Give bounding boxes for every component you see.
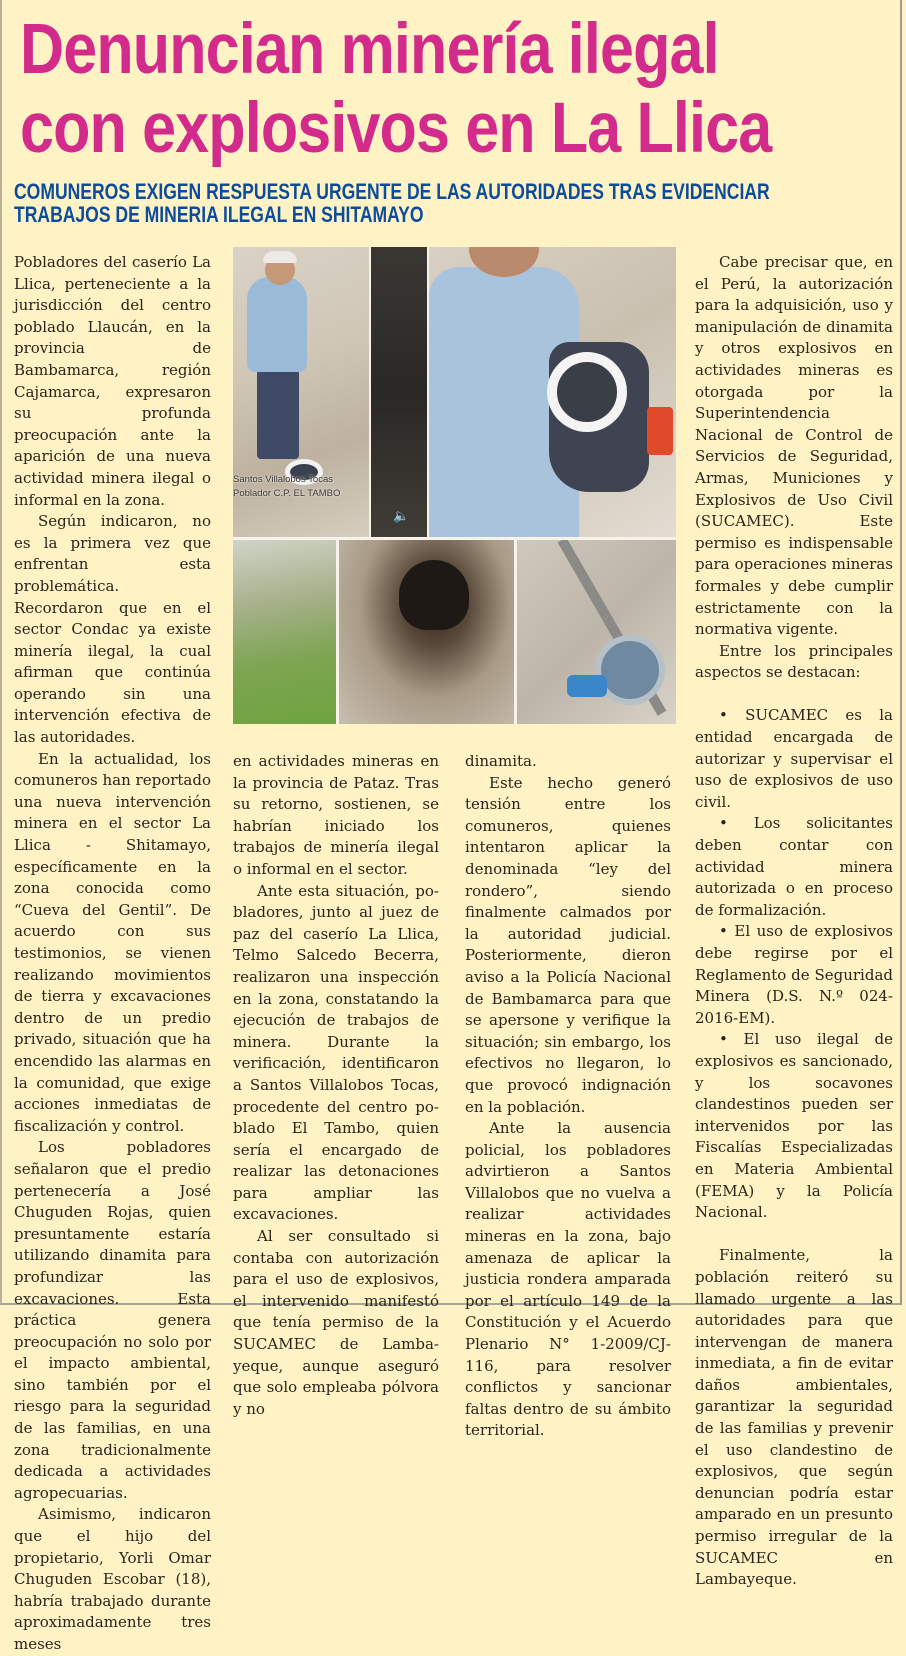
headline-line-1: Denuncian minería ilegal [20, 10, 719, 89]
paragraph: Pobladores del caserío La Llica, perteneciente a la jurisdicción del centro poblado Llaucán, en la provincia de Bambamarca, región Cajamarca, expresaron su profunda preocupación ante la aparición de una nueva actividad minera ilegal o informal en la zona. [14, 253, 211, 509]
photo-cave-entrance [339, 540, 514, 724]
article-column-4 [695, 252, 893, 1591]
article-column-3 [465, 751, 671, 1442]
paragraph: Cabe precisar que, en el Perú, la autorización para la adquisición, uso y manipulación de dinamita y otros explosivos en actividades mineras es otorgada por la Superintendencia Nacional de Control de Servicios de Seguridad, Armas, Municiones y Explosivos de Uso Civil (SUCAMEC). Este permiso es indispensable para operaciones mineras formales y debe cumplir estrictamente con la normativa vigente. [695, 253, 893, 639]
kicker-line-2: TRABAJOS DE MINERIA ILEGAL EN SHITAMAYO [14, 202, 424, 227]
photo-caption [233, 473, 369, 501]
speaker-icon: 🔈 [393, 509, 410, 524]
blue-object [567, 675, 607, 697]
photo-hillside [233, 540, 336, 724]
figure-body [247, 277, 307, 372]
red-object [647, 407, 673, 455]
photo-collage [233, 247, 676, 724]
paragraph: En la actualidad, los comuneros han reportado una nueva intervención minera en el sector La Llica - Shitamayo, específicamente en la zona conocida como “Cueva del Gentil”. De acuerdo con sus testimonios, se vienen realizando movimientos de tierra y excavaciones dentro de un predio privado, situación que ha encendido las alarmas en la comunidad, que exige acciones inmediatas de fiscalización y control. [14, 749, 212, 1135]
paragraph: Al ser consultado si contaba con autorización para el uso de explosivos, el intervenido manifestó que tenía permiso de la SUCAMEC de Lambayeque, aunque aseguró que solo empleaba pólvora y no [233, 1227, 439, 1418]
paragraph: en actividades mineras en la provincia de Pataz. Tras su retorno, sostienen, se habrían iniciado los trabajos de minería ilegal o informal en el sector. [233, 752, 439, 878]
paragraph: Asimismo, indicaron que el hijo del propietario, Yorli Omar Chuguden Escobar (18), habría trabajado durante aproximadamente tres meses [14, 1505, 211, 1653]
bullet-item: • El uso de explosivos debe regirse por el Reglamento de Seguridad Minera (D.S. N.º 024-2016-EM). [695, 922, 893, 1027]
paragraph: Según indicaron, no es la primera vez que enfrentan esta problemática. Recordaron que en el sector Condac ya existe minería ilegal, la cual afirman que continúa operando sin una intervención efectiva de las autoridades. [14, 512, 211, 747]
photo-caption-line-2: Poblador C.P. EL TAMBO [233, 488, 341, 499]
ring-object [547, 352, 627, 432]
photo-equipment [517, 540, 676, 724]
paragraph: Finalmente, la población reiteró su llamado urgente a las autoridades para que intervengan de manera inmediata, a fin de evitar daños ambientales, garantizar la seguridad de las familias y prevenir el uso clandestino de explosivos, que según denuncian podría estar amparado en un presunto permiso irregular de la SUCAMEC en Lambayeque. [695, 1246, 893, 1589]
photo-caption-line-1: Santos Villalobos Tocas [233, 474, 333, 485]
headline-line-2: con explosivos en La Llica [20, 89, 772, 168]
paragraph: Este hecho generó tensión entre los comuneros, quienes intentaron aplicar la denominada “ley del rondero”, siendo finalmente calmados por la autoridad judicial. Posteriormente, dieron aviso a la Policía Nacional de Bambamarca para que se apersone y verifique la situación; sin embargo, los efectivos no llegaron, lo que provocó indignación en la población. [465, 773, 671, 1116]
photo-dark-strip [371, 247, 427, 537]
article-column-1 [14, 252, 211, 1656]
paragraph: Entre los principales aspectos se destacan: [695, 641, 893, 682]
bullet-item: • SUCAMEC es la entidad encargada de autorizar y supervisar el uso de explosivos de uso civil. [695, 706, 893, 811]
paragraph: Ante esta situación, pobladores, junto al juez de paz del caserío La Llica, Telmo Salcedo Becerra, realizaron una inspección en la zona, constatando la ejecución de trabajos de minera. Durante la verificación, identificaron a Santos Villalobos Tocas, procedente del centro poblado El Tambo, quien sería el encargado de realizar las detonaciones para ampliar las excavaciones. [233, 881, 439, 1224]
kicker-subheadline [14, 180, 841, 226]
paragraph: Ante la ausencia policial, los pobladores advirtieron a Santos Villalobos que no vuelva a realizar actividades mineras en la zona, bajo amenaza de aplicar la justicia rondera amparada por el artículo 149 de la Constitución y el Acuerdo Plenario N° 1-2009/CJ-116, para resolver conflictos y sancionar faltas dentro de su ámbito territorial. [465, 1119, 671, 1440]
bullet-item: • Los solicitantes deben contar con actividad minera autorizada o en proceso de formalización. [695, 814, 893, 919]
kicker-line-1: COMUNEROS EXIGEN RESPUESTA URGENTE DE LAS AUTORIDADES TRAS EVIDENCIAR [14, 179, 770, 204]
bullet-item: • El uso ilegal de explosivos es sancionado, y los socavones clandestinos pueden ser intervenidos por las Fiscalías Especializadas en Materia Ambiental (FEMA) y la Policía Nacional. [695, 1030, 893, 1222]
photo-man-with-ring [233, 247, 369, 537]
paragraph: Los pobladores señalaron que el predio pertenecería a José Chuguden Rojas, quien presuntamente estaría utilizando dinamita para profundizar las excavaciones. Esta práctica genera preocupación no solo por el impacto ambiental, sino también por el riesgo para la seguridad de las familias, en una zona tradicionalmente dedicada a actividades agropecuarias. [14, 1138, 211, 1502]
paragraph: dinamita. [465, 752, 537, 770]
headline [20, 10, 777, 168]
figure-legs [257, 369, 299, 459]
photo-man-with-bag [429, 247, 676, 537]
figure-cap [263, 251, 297, 263]
cave-opening [399, 560, 469, 630]
article-column-2 [233, 751, 439, 1420]
